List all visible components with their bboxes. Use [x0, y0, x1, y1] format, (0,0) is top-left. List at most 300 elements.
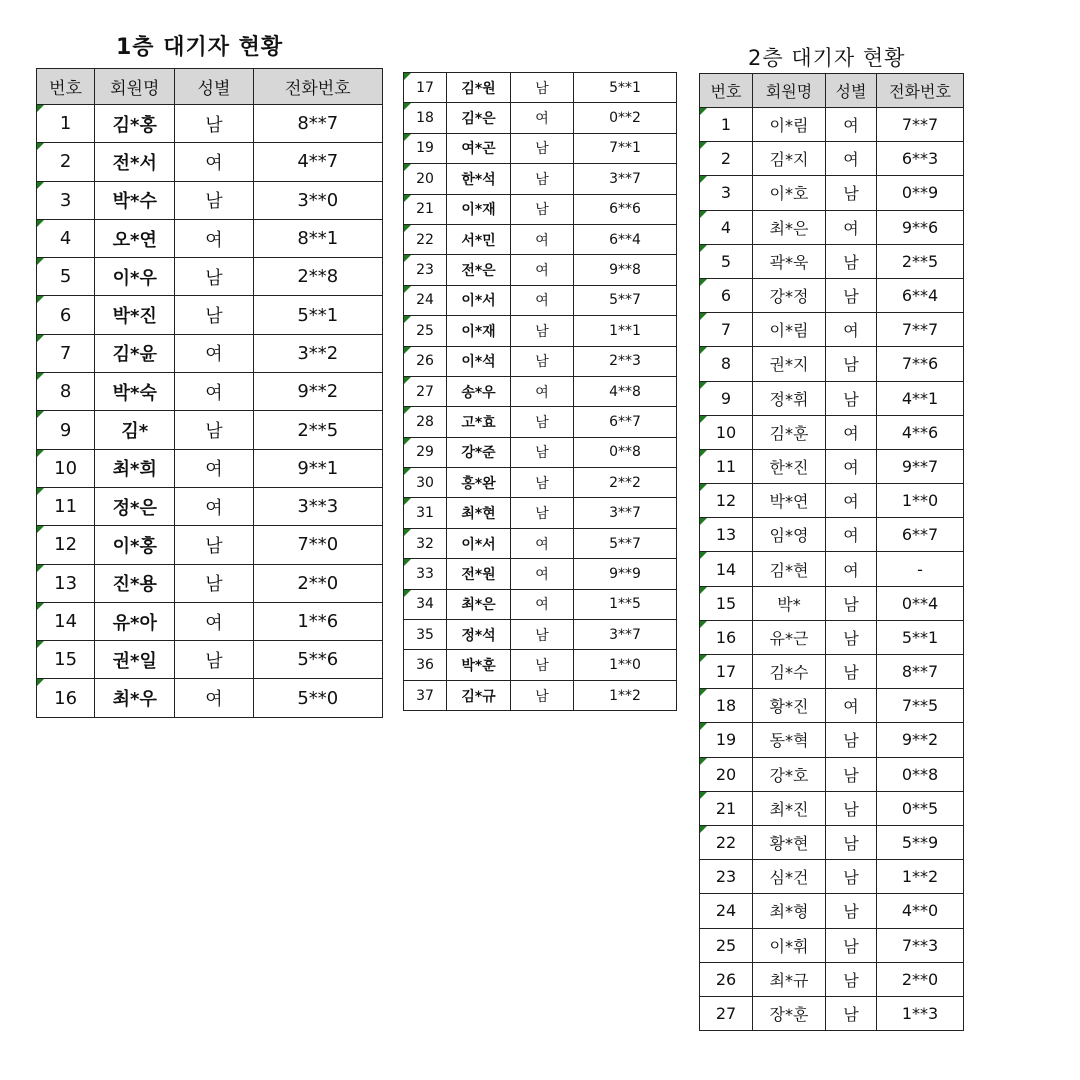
cell-phone: 2**8: [253, 258, 382, 296]
cell-number: 12: [700, 484, 753, 518]
cell-number: 31: [404, 498, 447, 528]
cell-phone: 1**0: [574, 650, 677, 680]
cell-member-name: 오*연: [95, 219, 175, 257]
cell-number: 5: [37, 258, 95, 296]
cell-member-name: 이*서: [447, 528, 511, 558]
cell-member-name: 김*홍: [95, 105, 175, 143]
cell-gender: 여: [511, 559, 574, 589]
cell-phone: 9**1: [253, 449, 382, 487]
table-row: [700, 962, 964, 996]
floor1-waitlist-table: [36, 68, 383, 718]
cell-member-name: 이*림: [753, 313, 826, 347]
cell-gender: 남: [826, 381, 877, 415]
cell-number: 3: [37, 181, 95, 219]
cell-phone: 7**1: [574, 133, 677, 163]
table-row: [404, 620, 677, 650]
table-row: [700, 757, 964, 791]
cell-member-name: 한*진: [753, 449, 826, 483]
cell-member-name: 김*훈: [753, 415, 826, 449]
cell-gender: 여: [511, 285, 574, 315]
cell-number: 7: [700, 313, 753, 347]
table-row: [700, 347, 964, 381]
table-row: [700, 620, 964, 654]
cell-gender: 남: [511, 346, 574, 376]
cell-gender: 남: [175, 526, 253, 564]
cell-gender: 여: [175, 334, 253, 372]
cell-phone: 6**4: [574, 224, 677, 254]
cell-number: 17: [404, 73, 447, 103]
cell-gender: 남: [826, 791, 877, 825]
cell-phone: 0**5: [877, 791, 964, 825]
cell-member-name: 강*호: [753, 757, 826, 791]
cell-member-name: 정*휘: [753, 381, 826, 415]
cell-member-name: 송*우: [447, 376, 511, 406]
table-row: [700, 210, 964, 244]
cell-phone: 6**3: [877, 142, 964, 176]
table-row: [37, 526, 383, 564]
cell-phone: 3**2: [253, 334, 382, 372]
cell-number: 20: [404, 164, 447, 194]
floor1-continued-rows: [404, 73, 677, 711]
cell-phone: 9**7: [877, 449, 964, 483]
cell-phone: 0**2: [574, 103, 677, 133]
header-number: 번호: [700, 74, 753, 108]
floor2-waitlist-table: [699, 73, 964, 1031]
cell-member-name: 강*준: [447, 437, 511, 467]
cell-member-name: 정*석: [447, 620, 511, 650]
cell-phone: 9**6: [877, 210, 964, 244]
cell-member-name: 여*곤: [447, 133, 511, 163]
cell-gender: 여: [826, 415, 877, 449]
cell-number: 4: [37, 219, 95, 257]
cell-gender: 여: [175, 449, 253, 487]
cell-number: 11: [700, 449, 753, 483]
cell-phone: 2**2: [574, 468, 677, 498]
table-row: [37, 602, 383, 640]
cell-number: 2: [700, 142, 753, 176]
cell-member-name: 이*재: [447, 194, 511, 224]
cell-member-name: 곽*욱: [753, 244, 826, 278]
cell-member-name: 권*일: [95, 641, 175, 679]
cell-member-name: 전*원: [447, 559, 511, 589]
cell-number: 5: [700, 244, 753, 278]
cell-member-name: 김*윤: [95, 334, 175, 372]
table-row: [37, 641, 383, 679]
table-row: [700, 860, 964, 894]
table-row: [700, 928, 964, 962]
cell-gender: 남: [511, 73, 574, 103]
table-row: [700, 176, 964, 210]
cell-phone: -: [877, 552, 964, 586]
table-row: [700, 586, 964, 620]
cell-phone: 7**6: [877, 347, 964, 381]
table-row: [37, 334, 383, 372]
cell-number: 10: [700, 415, 753, 449]
cell-number: 4: [700, 210, 753, 244]
cell-number: 25: [700, 928, 753, 962]
cell-gender: 남: [826, 996, 877, 1030]
cell-gender: 여: [826, 142, 877, 176]
cell-member-name: 한*석: [447, 164, 511, 194]
cell-phone: 2**0: [877, 962, 964, 996]
cell-member-name: 박*훈: [447, 650, 511, 680]
table-row: [404, 376, 677, 406]
cell-number: 1: [700, 108, 753, 142]
cell-phone: 2**5: [253, 411, 382, 449]
cell-phone: 2**0: [253, 564, 382, 602]
table-row: [404, 133, 677, 163]
cell-number: 28: [404, 407, 447, 437]
cell-number: 21: [404, 194, 447, 224]
cell-member-name: 박*수: [95, 181, 175, 219]
cell-number: 13: [37, 564, 95, 602]
cell-phone: 2**3: [574, 346, 677, 376]
cell-number: 11: [37, 487, 95, 525]
cell-number: 10: [37, 449, 95, 487]
table-row: [404, 468, 677, 498]
cell-gender: 남: [826, 860, 877, 894]
cell-number: 19: [404, 133, 447, 163]
cell-phone: 3**7: [574, 164, 677, 194]
cell-number: 18: [700, 689, 753, 723]
cell-member-name: 강*정: [753, 278, 826, 312]
cell-phone: 7**0: [253, 526, 382, 564]
cell-gender: 남: [826, 586, 877, 620]
cell-member-name: 진*용: [95, 564, 175, 602]
cell-member-name: 박*연: [753, 484, 826, 518]
table-row: [37, 258, 383, 296]
cell-gender: 남: [826, 347, 877, 381]
cell-gender: 남: [511, 680, 574, 710]
table-row: [37, 105, 383, 143]
cell-gender: 여: [826, 108, 877, 142]
cell-number: 7: [37, 334, 95, 372]
cell-phone: 7**3: [877, 928, 964, 962]
cell-number: 9: [700, 381, 753, 415]
cell-phone: 5**7: [574, 528, 677, 558]
cell-phone: 3**7: [574, 498, 677, 528]
cell-number: 15: [700, 586, 753, 620]
cell-gender: 남: [826, 723, 877, 757]
cell-number: 3: [700, 176, 753, 210]
cell-number: 13: [700, 518, 753, 552]
cell-phone: 0**8: [877, 757, 964, 791]
cell-phone: 6**6: [574, 194, 677, 224]
cell-number: 1: [37, 105, 95, 143]
table-row: [404, 224, 677, 254]
cell-member-name: 김*원: [447, 73, 511, 103]
table-row: [37, 449, 383, 487]
cell-number: 22: [700, 825, 753, 859]
cell-number: 18: [404, 103, 447, 133]
cell-phone: 8**7: [877, 655, 964, 689]
cell-gender: 남: [511, 133, 574, 163]
cell-phone: 8**7: [253, 105, 382, 143]
cell-member-name: 고*효: [447, 407, 511, 437]
cell-gender: 여: [511, 528, 574, 558]
cell-phone: 6**7: [877, 518, 964, 552]
table-row: [404, 164, 677, 194]
cell-gender: 남: [511, 437, 574, 467]
table-row: [37, 679, 383, 717]
cell-number: 8: [700, 347, 753, 381]
cell-gender: 남: [511, 468, 574, 498]
cell-member-name: 김*현: [753, 552, 826, 586]
cell-number: 26: [700, 962, 753, 996]
cell-number: 14: [700, 552, 753, 586]
cell-member-name: 최*은: [753, 210, 826, 244]
cell-gender: 남: [826, 244, 877, 278]
cell-member-name: 동*혁: [753, 723, 826, 757]
table-row: [37, 487, 383, 525]
cell-member-name: 이*호: [753, 176, 826, 210]
cell-phone: 7**5: [877, 689, 964, 723]
table-row: [37, 143, 383, 181]
cell-phone: 4**0: [877, 894, 964, 928]
cell-member-name: 이*서: [447, 285, 511, 315]
cell-gender: 남: [175, 641, 253, 679]
cell-number: 35: [404, 620, 447, 650]
cell-phone: 6**7: [574, 407, 677, 437]
header-row: [37, 69, 383, 105]
cell-member-name: 이*재: [447, 316, 511, 346]
cell-gender: 남: [826, 825, 877, 859]
cell-gender: 여: [826, 449, 877, 483]
cell-phone: 7**7: [877, 108, 964, 142]
cell-gender: 남: [826, 655, 877, 689]
table-row: [700, 996, 964, 1030]
cell-gender: 남: [175, 411, 253, 449]
cell-gender: 여: [826, 210, 877, 244]
cell-member-name: 김*: [95, 411, 175, 449]
table-row: [700, 655, 964, 689]
cell-number: 15: [37, 641, 95, 679]
floor2-rows: [700, 108, 964, 1031]
cell-phone: 6**4: [877, 278, 964, 312]
table-row: [404, 650, 677, 680]
cell-gender: 여: [826, 518, 877, 552]
cell-phone: 4**7: [253, 143, 382, 181]
cell-member-name: 유*근: [753, 620, 826, 654]
cell-gender: 여: [175, 679, 253, 717]
cell-number: 20: [700, 757, 753, 791]
cell-phone: 5**9: [877, 825, 964, 859]
cell-gender: 여: [511, 255, 574, 285]
cell-phone: 4**1: [877, 381, 964, 415]
cell-phone: 9**9: [574, 559, 677, 589]
table-row: [700, 278, 964, 312]
cell-gender: 남: [826, 176, 877, 210]
table-row: [700, 552, 964, 586]
floor1-title: 1층 대기자 현황: [116, 35, 284, 60]
table-row: [404, 103, 677, 133]
cell-number: 24: [700, 894, 753, 928]
cell-number: 36: [404, 650, 447, 680]
floor1-waitlist-continued-table: [403, 72, 677, 711]
table-row: [37, 181, 383, 219]
table-row: [700, 449, 964, 483]
cell-number: 33: [404, 559, 447, 589]
cell-phone: 1**0: [877, 484, 964, 518]
cell-member-name: 박*진: [95, 296, 175, 334]
cell-member-name: 이*림: [753, 108, 826, 142]
cell-phone: 5**0: [253, 679, 382, 717]
cell-member-name: 김*지: [753, 142, 826, 176]
cell-phone: 3**7: [574, 620, 677, 650]
table-row: [404, 285, 677, 315]
cell-number: 6: [700, 278, 753, 312]
cell-member-name: 김*수: [753, 655, 826, 689]
cell-gender: 여: [175, 487, 253, 525]
cell-number: 9: [37, 411, 95, 449]
cell-phone: 4**8: [574, 376, 677, 406]
table-row: [404, 528, 677, 558]
cell-phone: 4**6: [877, 415, 964, 449]
cell-member-name: 전*서: [95, 143, 175, 181]
table-row: [404, 498, 677, 528]
cell-number: 25: [404, 316, 447, 346]
cell-member-name: 임*영: [753, 518, 826, 552]
cell-gender: 여: [175, 219, 253, 257]
cell-phone: 7**7: [877, 313, 964, 347]
floor2-title: 2층 대기자 현황: [748, 46, 906, 70]
cell-number: 34: [404, 589, 447, 619]
cell-phone: 5**6: [253, 641, 382, 679]
header-phone: 전화번호: [253, 69, 382, 105]
table-row: [700, 108, 964, 142]
table-row: [700, 381, 964, 415]
cell-gender: 남: [511, 407, 574, 437]
cell-number: 22: [404, 224, 447, 254]
cell-gender: 여: [511, 103, 574, 133]
cell-number: 21: [700, 791, 753, 825]
table-row: [404, 194, 677, 224]
cell-gender: 남: [511, 620, 574, 650]
cell-gender: 여: [511, 376, 574, 406]
table-row: [700, 791, 964, 825]
cell-gender: 남: [175, 105, 253, 143]
cell-member-name: 서*민: [447, 224, 511, 254]
cell-member-name: 이*휘: [753, 928, 826, 962]
cell-phone: 0**8: [574, 437, 677, 467]
cell-gender: 남: [511, 316, 574, 346]
cell-gender: 여: [511, 589, 574, 619]
cell-number: 23: [404, 255, 447, 285]
header-gender: 성별: [175, 69, 253, 105]
cell-phone: 1**5: [574, 589, 677, 619]
floor1-rows: [37, 105, 383, 718]
cell-number: 16: [700, 620, 753, 654]
table-row: [404, 73, 677, 103]
cell-phone: 1**6: [253, 602, 382, 640]
table-row: [37, 219, 383, 257]
table-row: [700, 415, 964, 449]
table-row: [700, 518, 964, 552]
cell-member-name: 이*우: [95, 258, 175, 296]
cell-gender: 여: [511, 224, 574, 254]
cell-gender: 남: [175, 258, 253, 296]
table-row: [404, 316, 677, 346]
cell-gender: 남: [175, 296, 253, 334]
table-row: [404, 255, 677, 285]
cell-member-name: 최*진: [753, 791, 826, 825]
table-row: [700, 723, 964, 757]
cell-gender: 남: [175, 564, 253, 602]
table-row: [700, 313, 964, 347]
cell-number: 27: [700, 996, 753, 1030]
cell-number: 27: [404, 376, 447, 406]
cell-gender: 남: [826, 278, 877, 312]
cell-number: 17: [700, 655, 753, 689]
cell-member-name: 심*건: [753, 860, 826, 894]
cell-gender: 여: [826, 484, 877, 518]
cell-member-name: 최*우: [95, 679, 175, 717]
cell-member-name: 홍*완: [447, 468, 511, 498]
cell-number: 8: [37, 373, 95, 411]
cell-gender: 남: [826, 620, 877, 654]
header-phone: 전화번호: [877, 74, 964, 108]
header-row: [700, 74, 964, 108]
table-row: [37, 296, 383, 334]
cell-number: 19: [700, 723, 753, 757]
table-row: [404, 680, 677, 710]
cell-phone: 1**2: [877, 860, 964, 894]
cell-member-name: 이*석: [447, 346, 511, 376]
cell-gender: 남: [511, 164, 574, 194]
table-row: [700, 484, 964, 518]
cell-member-name: 최*현: [447, 498, 511, 528]
table-row: [404, 589, 677, 619]
table-row: [37, 411, 383, 449]
cell-gender: 남: [826, 928, 877, 962]
table-row: [404, 346, 677, 376]
cell-member-name: 이*홍: [95, 526, 175, 564]
cell-member-name: 전*은: [447, 255, 511, 285]
cell-phone: 5**1: [574, 73, 677, 103]
cell-phone: 8**1: [253, 219, 382, 257]
cell-member-name: 최*형: [753, 894, 826, 928]
cell-gender: 여: [826, 313, 877, 347]
cell-gender: 남: [511, 194, 574, 224]
table-row: [404, 407, 677, 437]
cell-member-name: 최*규: [753, 962, 826, 996]
cell-number: 23: [700, 860, 753, 894]
cell-member-name: 황*진: [753, 689, 826, 723]
cell-phone: 2**5: [877, 244, 964, 278]
cell-member-name: 최*은: [447, 589, 511, 619]
cell-phone: 9**2: [877, 723, 964, 757]
table-row: [700, 142, 964, 176]
cell-phone: 3**0: [253, 181, 382, 219]
cell-phone: 5**1: [253, 296, 382, 334]
cell-number: 6: [37, 296, 95, 334]
cell-number: 37: [404, 680, 447, 710]
table-row: [700, 825, 964, 859]
header-member-name: 회원명: [95, 69, 175, 105]
cell-gender: 여: [826, 689, 877, 723]
table-row: [700, 689, 964, 723]
cell-phone: 9**2: [253, 373, 382, 411]
cell-gender: 남: [511, 650, 574, 680]
cell-gender: 남: [175, 181, 253, 219]
cell-phone: 3**3: [253, 487, 382, 525]
table-row: [37, 373, 383, 411]
cell-member-name: 박*숙: [95, 373, 175, 411]
cell-gender: 남: [826, 894, 877, 928]
cell-number: 26: [404, 346, 447, 376]
cell-phone: 5**7: [574, 285, 677, 315]
cell-gender: 남: [826, 962, 877, 996]
